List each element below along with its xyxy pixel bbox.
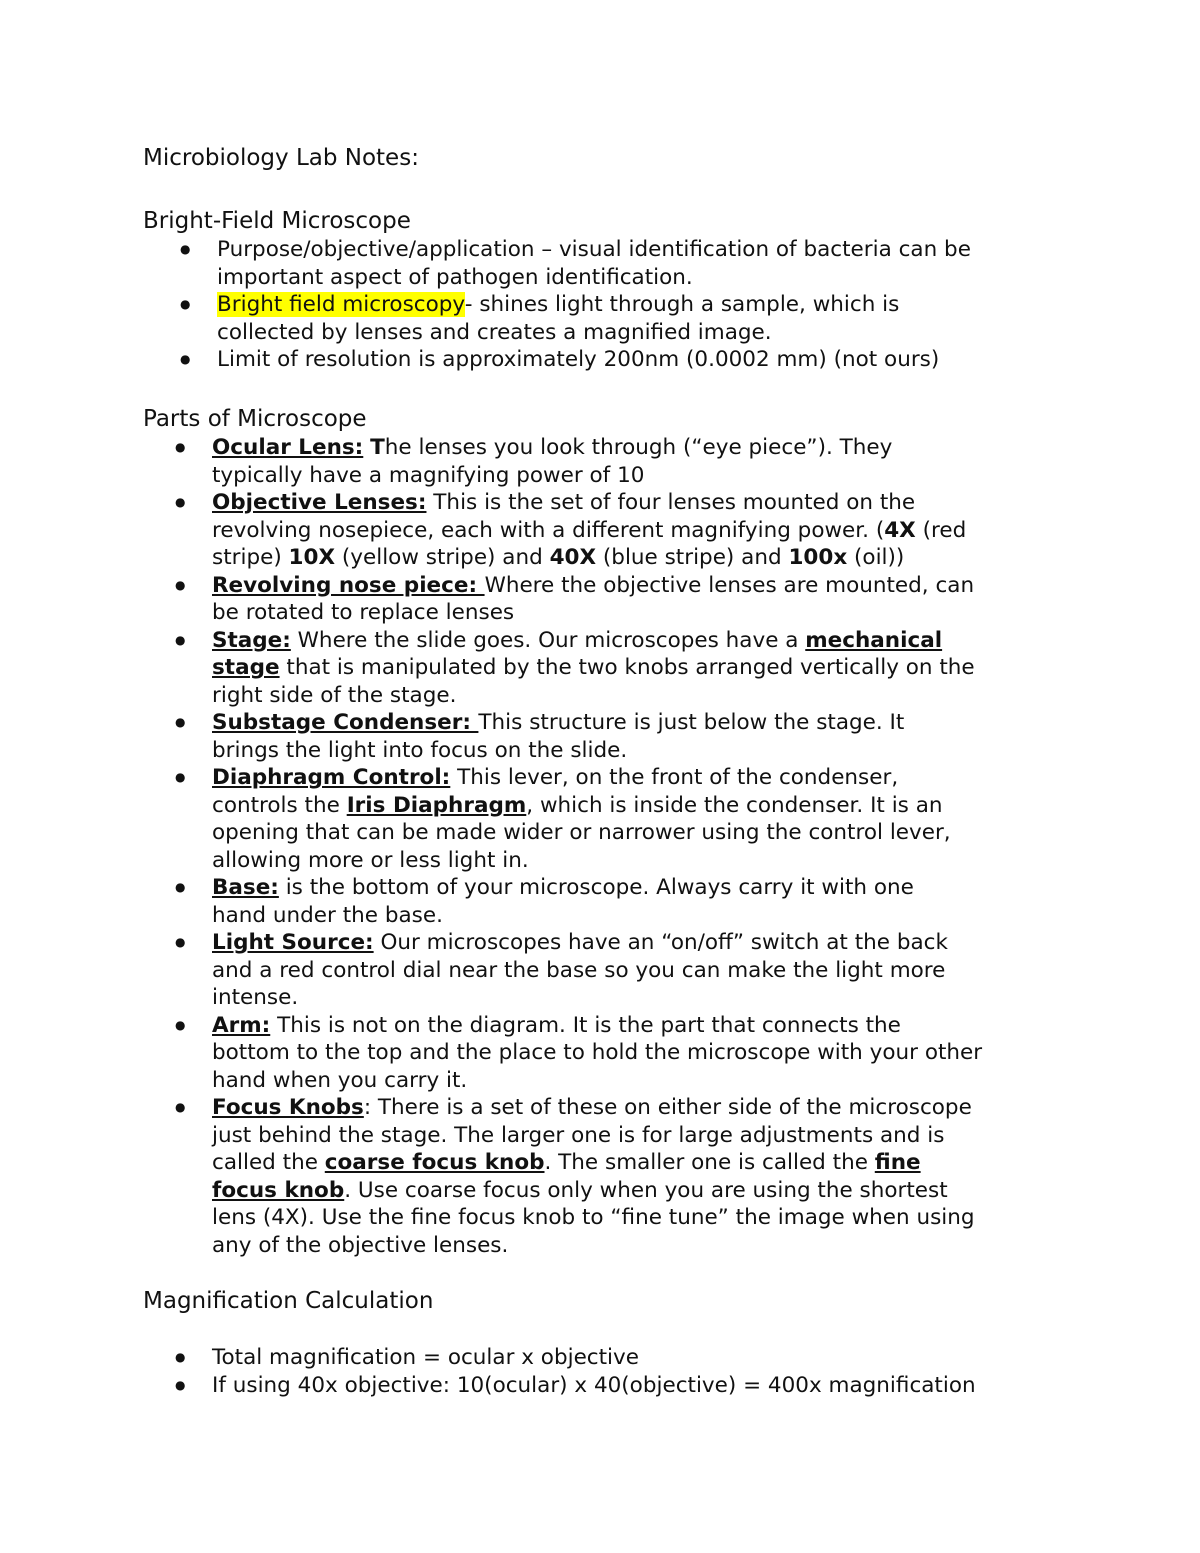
bullet-icon: ● xyxy=(175,440,186,454)
section-heading-parts: Parts of Microscope xyxy=(143,406,367,432)
parts-list xyxy=(175,434,983,1259)
term-base: Base: xyxy=(212,875,279,900)
term-objective-lenses: Objective Lenses: xyxy=(212,490,427,515)
list-item-arm: ● Arm: This is not on the diagram. It is the part that connects the bottom to the top and the place to hold the microscope with your other hand when you carry it. xyxy=(175,1012,983,1093)
bright-field-list xyxy=(180,236,971,374)
term-stage: Stage: xyxy=(212,627,291,653)
magnification-list xyxy=(175,1344,976,1399)
list-item-base: ● Base: is the bottom of your microscope. Always carry it with one hand under the base. xyxy=(175,875,914,928)
bullet-icon: ● xyxy=(175,632,186,647)
term-light-source: Light Source: xyxy=(212,930,374,955)
bullet-icon: ● xyxy=(175,1017,186,1032)
bullet-icon: ● xyxy=(175,495,186,509)
term-substage-condenser: Substage Condenser: xyxy=(212,710,479,735)
list-item-stage: ● Stage: Where the slide goes. Our microscopes have a mechanical stage that is manipulated by the two knobs arranged vertically on the right side of the stage. xyxy=(175,627,975,708)
list-item-light-source: ● Light Source: Our microscopes have an “on/off” switch at the back and a red control dial near the base so you can make the light more intense. xyxy=(175,930,948,1010)
bullet-icon: ● xyxy=(180,297,191,311)
bullet-icon: ● xyxy=(175,1350,186,1364)
bullet-icon: ● xyxy=(175,880,186,894)
term-arm: Arm: xyxy=(212,1012,271,1038)
list-item-nosepiece: ● Revolving nose piece: Where the objective lenses are mounted, can be rotated to replace lenses xyxy=(175,572,975,625)
bullet-icon: ● xyxy=(175,577,186,592)
bullet-icon: ● xyxy=(175,770,186,784)
bullet-icon: ● xyxy=(175,1377,186,1392)
bullet-icon: ● xyxy=(175,1100,186,1114)
term-diaphragm-control: Diaphragm Control: xyxy=(212,765,451,790)
list-item: ● Limit of resolution is approximately 200nm (0.0002 mm) (not ours) xyxy=(180,347,940,372)
section-heading-magnification: Magnification Calculation xyxy=(143,1288,434,1314)
list-item-condenser: ● Substage Condenser: This structure is just below the stage. It brings the light into focus on the slide. xyxy=(175,710,905,763)
list-item: ● Purpose/objective/application – visual identification of bacteria can be important aspect of pathogen identification. xyxy=(180,237,971,290)
term-revolving-nose-piece: Revolving nose piece: xyxy=(212,572,485,598)
term-ocular-lens: Ocular Lens: xyxy=(212,435,364,460)
list-item-diaphragm: ● Diaphragm Control: This lever, on the front of the condenser, controls the Iris Diaphragm, which is inside the condenser. It is an opening that can be made wider or narrower using the control lever, allowing more or less light in. xyxy=(175,765,951,873)
bullet-icon: ● xyxy=(180,242,191,256)
list-item-objective: ● Objective Lenses: This is the set of four lenses mounted on the revolving nosepiece, each with a different magnifying power. (4X (red stripe) 10X (yellow stripe) and 40X (blue stripe) and 100x (oil)) xyxy=(175,490,967,570)
highlighted-term: Bright field microscopy xyxy=(217,292,465,317)
bullet-icon: ● xyxy=(175,935,186,949)
bullet-icon: ● xyxy=(175,715,186,729)
list-item-focus-knobs: ● Focus Knobs: There is a set of these on either side of the microscope just behind the stage. The larger one is for large adjustments and is called the coarse focus knob. The smaller one is called the fine focus knob. Use coarse focus only when you are using the shortest lens (4X). Use the fine focus knob to “fine tune” the image when using any of the objective lenses. xyxy=(175,1095,975,1258)
list-item: ● Total magnification = ocular x objective xyxy=(175,1345,639,1370)
term-focus-knobs: Focus Knobs xyxy=(212,1095,364,1120)
bullet-icon: ● xyxy=(180,352,191,366)
list-item: ● Bright field microscopy- shines light through a sample, which is collected by lenses and creates a magnified image. xyxy=(180,292,900,345)
list-item: ● If using 40x objective: 10(ocular) x 40(objective) = 400x magnification xyxy=(175,1372,976,1398)
list-item-ocular: ● Ocular Lens: The lenses you look through (“eye piece”). They typically have a magnifying power of 10 xyxy=(175,435,893,488)
section-heading-bright-field: Bright-Field Microscope xyxy=(143,208,411,234)
document-title: Microbiology Lab Notes: xyxy=(143,145,419,171)
